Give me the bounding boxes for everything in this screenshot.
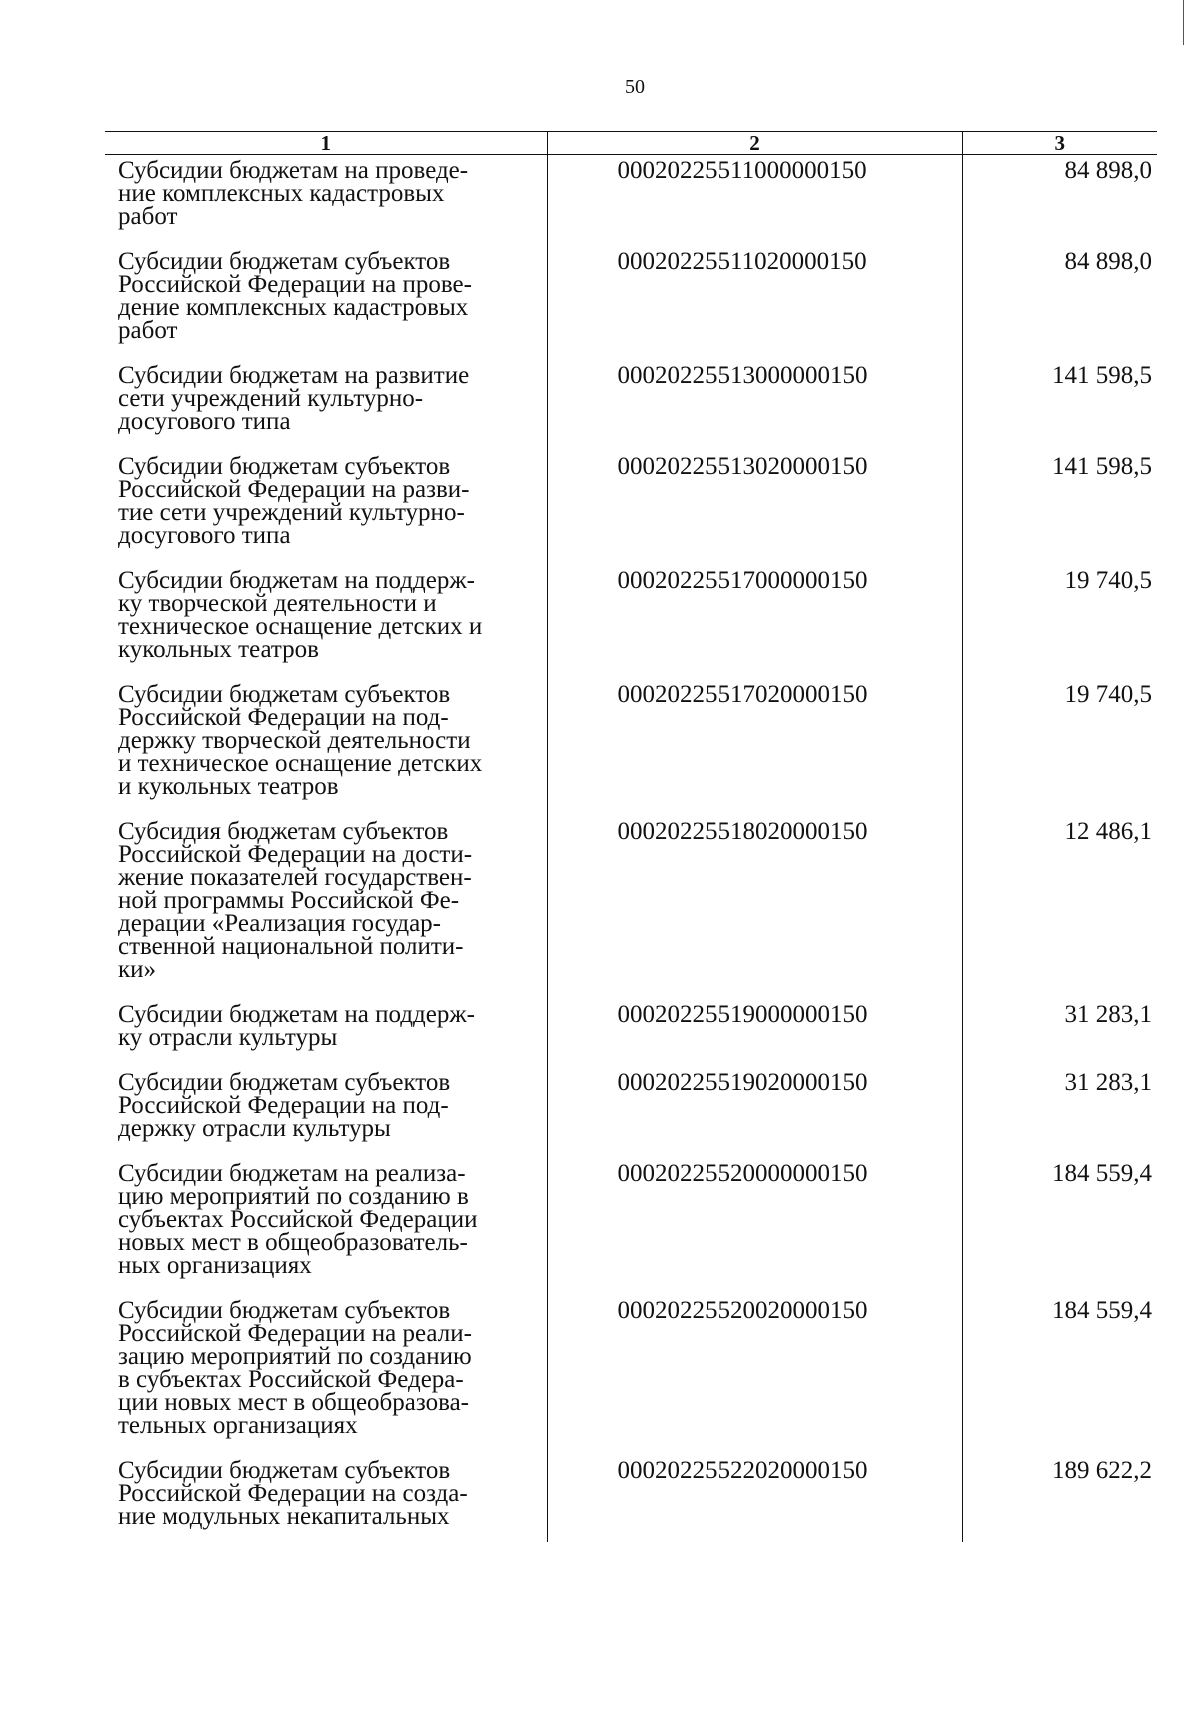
table-row [105, 250, 1157, 364]
table-row [105, 455, 1157, 569]
header-row [105, 132, 1157, 155]
row-amount: 189 622,2 [962, 1459, 1157, 1542]
table-row [105, 569, 1157, 683]
row-amount: 184 559,4 [962, 1299, 1157, 1459]
row-name: Субсидии бюджетам на поддерж- ку отрасли культуры [118, 1001, 475, 1051]
budget-table [105, 131, 1157, 1542]
header-col-1: 1 [105, 132, 547, 155]
row-amount: 84 898,0 [962, 155, 1157, 251]
table-row [105, 683, 1157, 820]
header-col-2: 2 [547, 132, 962, 155]
page-number: 50 [625, 76, 645, 98]
row-name: Субсидии бюджетам на проведе- ние комплексных кадастровых работ [118, 157, 469, 230]
row-name: Субсидии бюджетам субъектов Российской Федерации на под- держку творческой деятельности и техническое оснащение детских и кукольных театров [118, 681, 483, 800]
row-amount: 31 283,1 [962, 1003, 1157, 1071]
row-name: Субсидии бюджетам на развитие сети учреждений культурно- досугового типа [118, 362, 470, 435]
row-code: 00020225519000000150 [547, 1003, 962, 1071]
table-row [105, 1071, 1157, 1162]
row-amount: 31 283,1 [962, 1071, 1157, 1162]
table-header [105, 132, 1157, 155]
row-amount: 184 559,4 [962, 1162, 1157, 1299]
table-body [105, 155, 1157, 1543]
row-name: Субсидия бюджетам субъектов Российской Федерации на дости- жение показателей государствен- ной программы Российской Фе- дерации «Реализация государ- ственной национальной полити- ки» [118, 818, 473, 983]
row-name: Субсидии бюджетам субъектов Российской Федерации на разви- тие сети учреждений культурно- досугового типа [118, 453, 470, 549]
row-amount: 12 486,1 [962, 820, 1157, 1003]
row-code: 00020225517020000150 [547, 683, 962, 820]
row-amount: 19 740,5 [962, 569, 1157, 683]
row-name: Субсидии бюджетам субъектов Российской Федерации на созда- ние модульных некапитальных [118, 1457, 468, 1530]
table-row [105, 155, 1157, 251]
header-col-3: 3 [962, 132, 1157, 155]
row-code: 00020225517000000150 [547, 569, 962, 683]
row-amount: 141 598,5 [962, 455, 1157, 569]
row-code: 00020225518020000150 [547, 820, 962, 1003]
table-row [105, 1459, 1157, 1542]
table-row [105, 364, 1157, 455]
row-amount: 19 740,5 [962, 683, 1157, 820]
table-row [105, 1162, 1157, 1299]
row-code: 00020225513020000150 [547, 455, 962, 569]
row-name: Субсидии бюджетам на реализа- цию мероприятий по созданию в субъектах Российской Федерации новых мест в общеобразователь- ных организациях [118, 1160, 478, 1279]
row-code: 00020225522020000150 [547, 1459, 962, 1542]
row-name: Субсидии бюджетам субъектов Российской Федерации на прове- дение комплексных кадастровых работ [118, 248, 472, 344]
row-amount: 84 898,0 [962, 250, 1157, 364]
row-code: 00020225520000000150 [547, 1162, 962, 1299]
row-code: 00020225511000000150 [547, 155, 962, 251]
row-name: Субсидии бюджетам субъектов Российской Федерации на под- держку отрасли культуры [118, 1069, 451, 1142]
row-code: 00020225511020000150 [547, 250, 962, 364]
row-amount: 141 598,5 [962, 364, 1157, 455]
row-code: 00020225519020000150 [547, 1071, 962, 1162]
table-row [105, 1003, 1157, 1071]
table-row [105, 1299, 1157, 1459]
row-code: 00020225520020000150 [547, 1299, 962, 1459]
table-row [105, 820, 1157, 1003]
row-name: Субсидии бюджетам на поддерж- ку творческой деятельности и техническое оснащение детских и кукольных театров [118, 567, 483, 663]
row-name: Субсидии бюджетам субъектов Российской Федерации на реали- зацию мероприятий по созданию в субъектах Российской Федера- ции новых мест в общеобразова- тельных организациях [118, 1297, 472, 1439]
row-code: 00020225513000000150 [547, 364, 962, 455]
scan-edge-mark [1183, 0, 1184, 45]
